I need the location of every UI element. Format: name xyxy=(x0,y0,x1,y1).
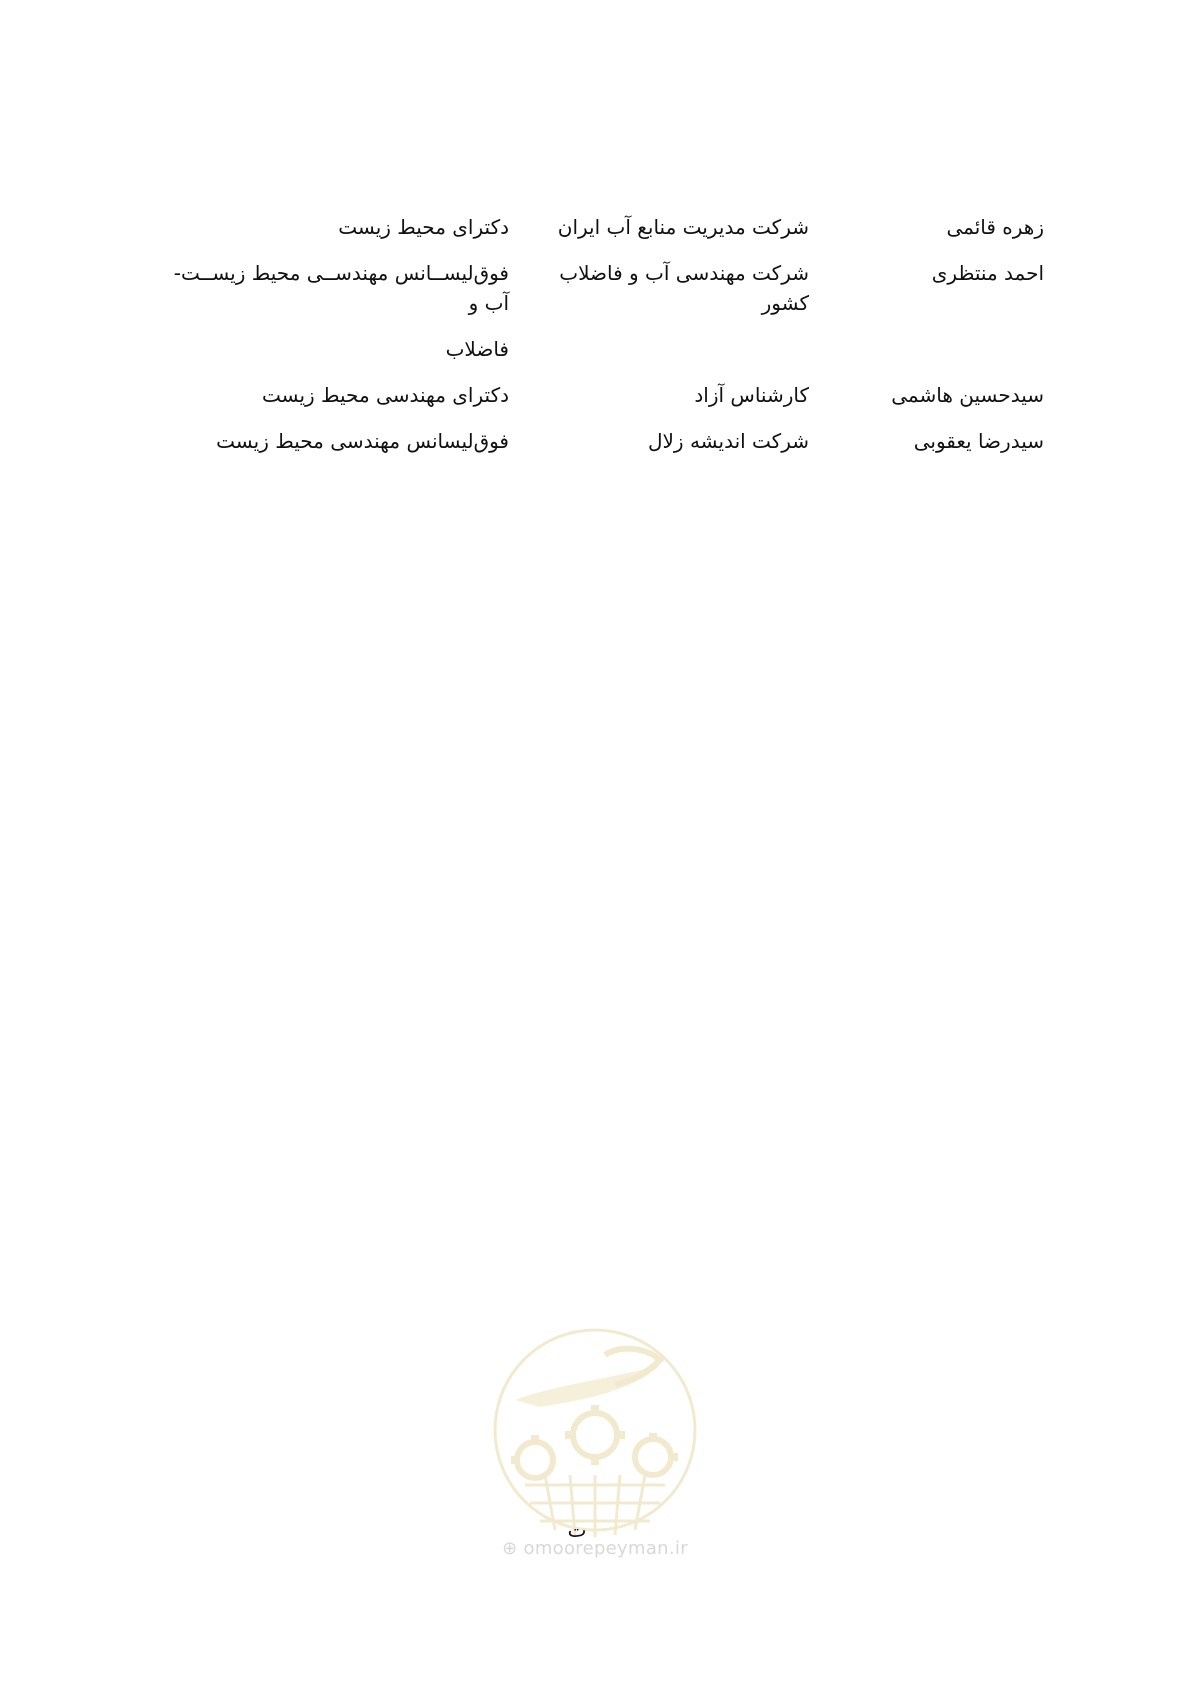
member-row xyxy=(0,258,1191,364)
member-name: سیدحسین هاشمی xyxy=(891,383,1044,407)
member-row xyxy=(0,212,1191,242)
member-organization: شرکت مدیریت منابع آب ایران xyxy=(557,215,809,239)
member-name: سیدرضا یعقوبی xyxy=(913,429,1044,453)
globe-icon: ⊕ xyxy=(502,1538,518,1559)
member-degree-line2: فاضلاب xyxy=(445,337,509,361)
member-name: زهره قائمی xyxy=(946,215,1044,239)
member-row xyxy=(0,380,1191,410)
member-degree: فوق‌لیسانس مهندسی محیط زیست xyxy=(216,429,509,453)
watermark-url: ⊕ omoorepeyman.ir xyxy=(502,1538,688,1559)
member-degree-line1: فوق‌لیســانس مهندســی محیط زیســت- آب و xyxy=(173,261,509,315)
member-name: احمد منتظری xyxy=(931,261,1044,285)
member-degree: دکترای مهندسی محیط زیست xyxy=(261,383,509,407)
page-number: ت xyxy=(567,1518,587,1542)
member-degree: دکترای محیط زیست xyxy=(338,215,509,239)
members-list xyxy=(0,212,1191,472)
member-organization: کارشناس آزاد xyxy=(694,383,809,407)
member-degree xyxy=(149,258,509,364)
member-organization: شرکت مهندسی آب و فاضلاب کشور xyxy=(559,261,809,315)
watermark-logo-icon xyxy=(485,1325,705,1555)
member-row xyxy=(0,426,1191,456)
member-organization: شرکت اندیشه زلال xyxy=(647,429,809,453)
